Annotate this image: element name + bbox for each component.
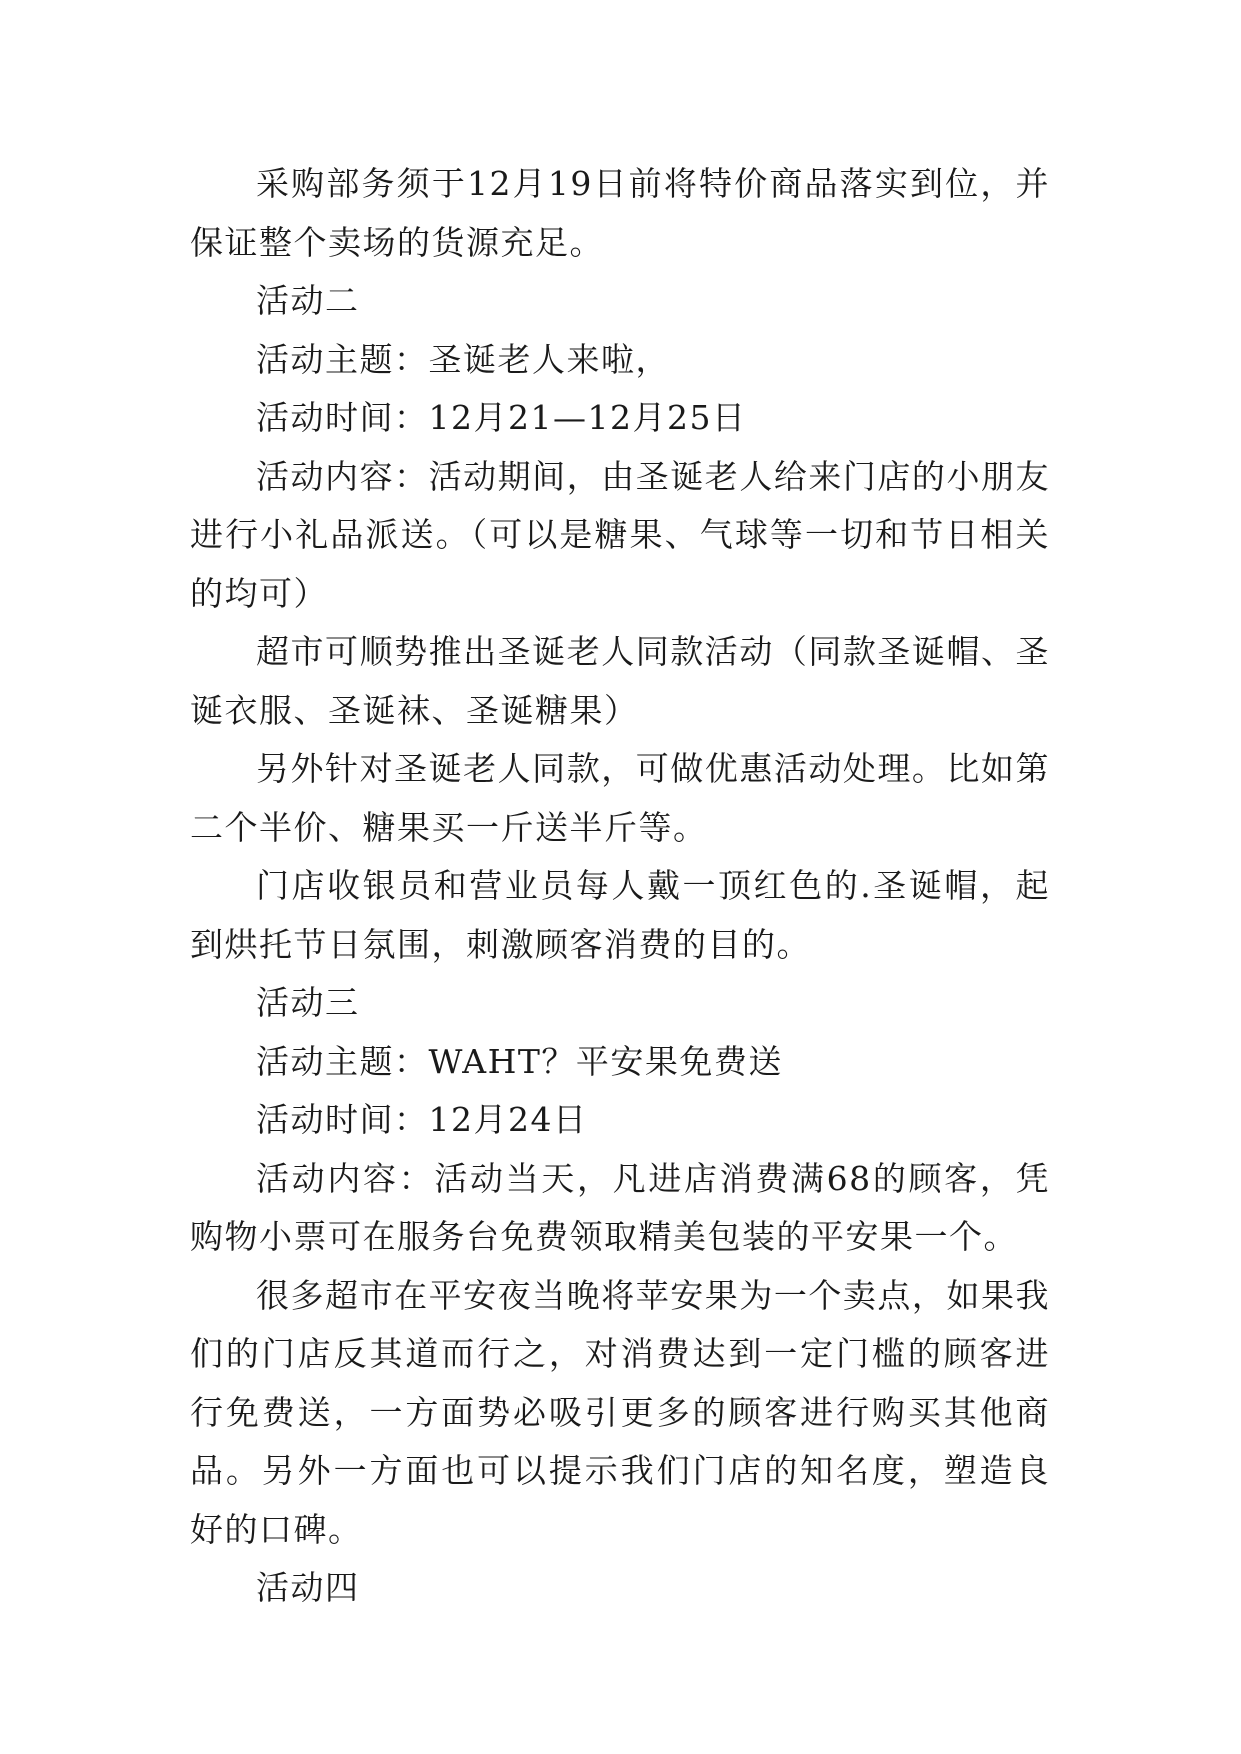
paragraph-santa-same-style: 超市可顺势推出圣诞老人同款活动（同款圣诞帽、圣诞衣服、圣诞袜、圣诞糖果） xyxy=(190,632,1050,730)
paragraph-purchasing-deadline: 采购部务须于12月19日前将特价商品落实到位，并保证整个卖场的货源充足。 xyxy=(190,164,1050,262)
heading-activity-three: 活动三 xyxy=(256,983,360,1022)
paragraph-staff-hats: 门店收银员和营业员每人戴一顶红色的.圣诞帽，起到烘托节日氛围，刺激顾客消费的目的。 xyxy=(190,866,1050,964)
heading-activity-two: 活动二 xyxy=(256,281,360,320)
activity-three-time: 活动时间：12月24日 xyxy=(256,1100,588,1139)
paragraph-apple-rationale: 很多超市在平安夜当晚将苹安果为一个卖点，如果我们的门店反其道而行之，对消费达到一定门槛的顾客进行免费送，一方面势必吸引更多的顾客进行购买其他商品。另外一方面也可以提示我们门店的知名度，塑造良好的口碑。 xyxy=(190,1275,1050,1549)
activity-three-content: 活动内容：活动当天，凡进店消费满68的顾客，凭购物小票可在服务台免费领取精美包装的平安果一个。 xyxy=(190,1158,1050,1256)
activity-two-content: 活动内容：活动期间，由圣诞老人给来门店的小朋友进行小礼品派送。（可以是糖果、气球等一切和节日相关的均可） xyxy=(190,456,1050,613)
activity-three-theme: 活动主题：WAHT？平安果免费送 xyxy=(256,1041,783,1081)
document-body xyxy=(190,155,1050,1618)
activity-two-time: 活动时间：12月21—12月25日 xyxy=(256,398,747,437)
heading-activity-four: 活动四 xyxy=(256,1568,360,1607)
paragraph-discount: 另外针对圣诞老人同款，可做优惠活动处理。比如第二个半价、糖果买一斤送半斤等。 xyxy=(190,749,1050,847)
activity-two-theme: 活动主题：圣诞老人来啦， xyxy=(256,339,670,379)
